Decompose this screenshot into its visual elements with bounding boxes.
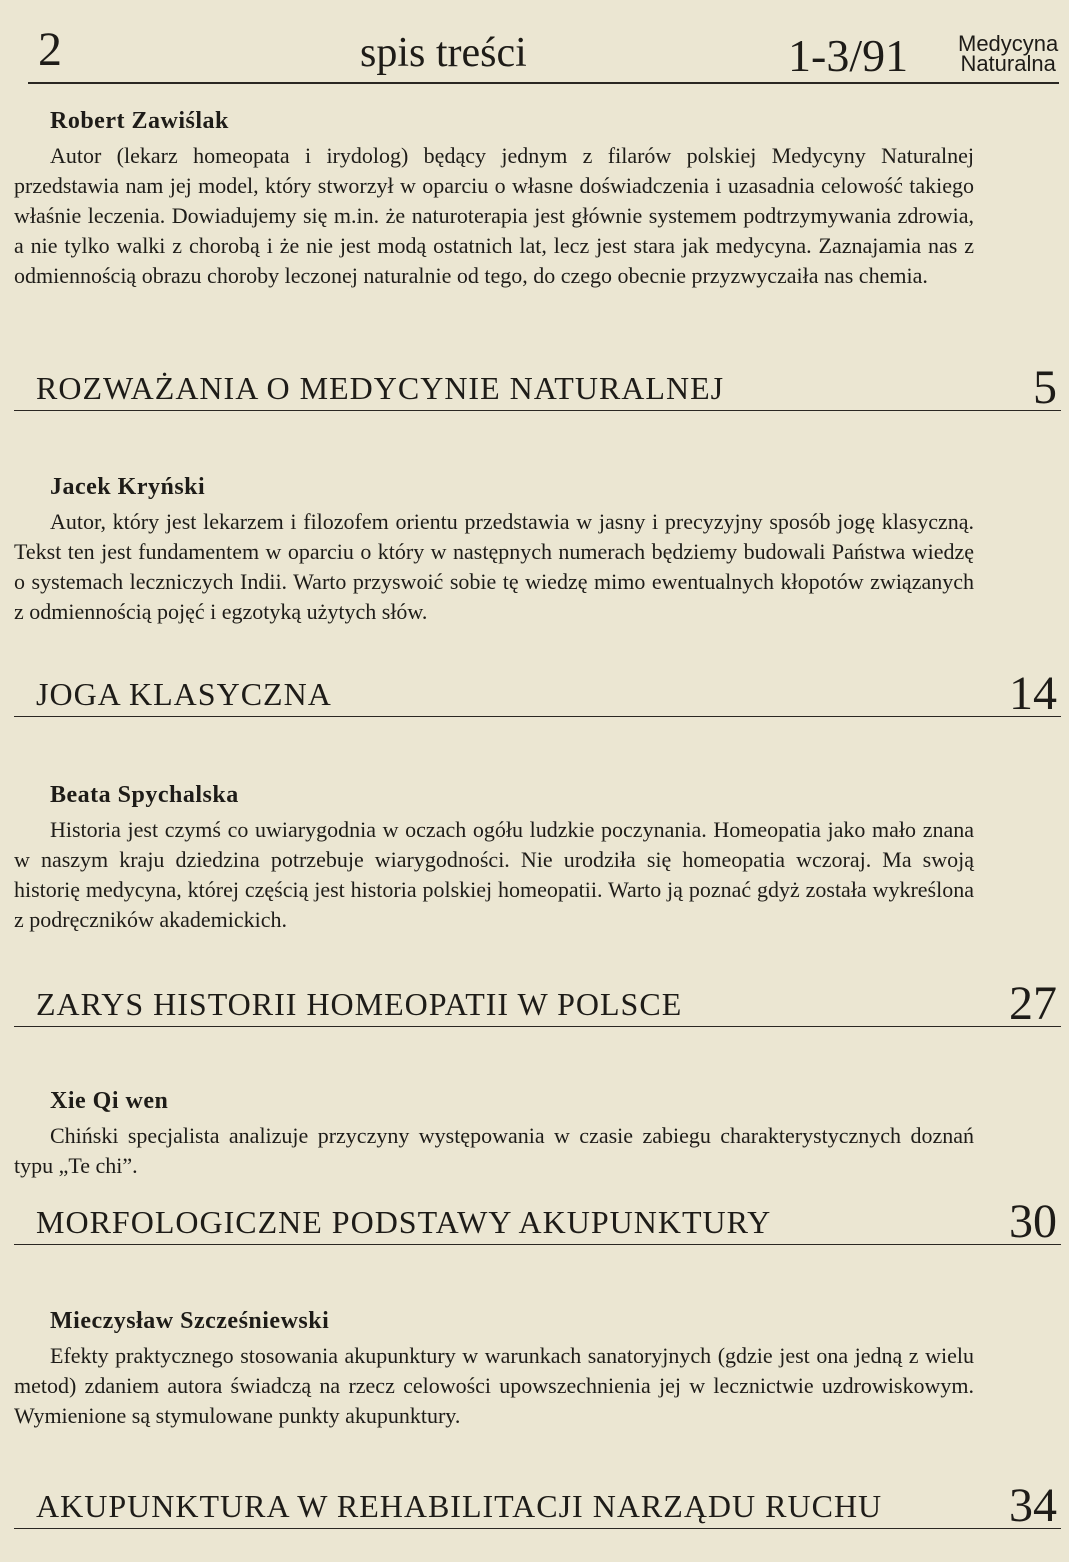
toc-entry bbox=[14, 1308, 974, 1431]
entry-author: Xie Qi wen bbox=[50, 1088, 169, 1114]
entry-page-number: 30 bbox=[1009, 1195, 1057, 1248]
entry-abstract: Autor, który jest lekarzem i filozofem orientu przedstawia w jasny i precyzyjny sposób jogę klasyczną. Tekst ten jest fundamentem w oparciu o który w następnych numerach będziemy budowali Państwa wiedzę o systemach leczniczych Indii. Warto przyswoić sobie tę wiedzę mimo ewentualnych kłopotów związanych z odmiennością pojęć i egzotyką użytych słów. bbox=[14, 509, 974, 624]
toc-title-row[interactable] bbox=[14, 361, 1061, 414]
magazine-name-line2: Naturalna bbox=[960, 51, 1056, 76]
toc-title-row[interactable] bbox=[14, 1479, 1061, 1532]
entry-title: MORFOLOGICZNE PODSTAWY AKUPUNKTURY bbox=[36, 1204, 772, 1240]
entry-title: ZARYS HISTORII HOMEOPATII W POLSCE bbox=[36, 986, 683, 1022]
entry-page-number: 27 bbox=[1009, 977, 1057, 1030]
entry-author: Mieczysław Szcześniewski bbox=[50, 1308, 330, 1334]
magazine-name bbox=[958, 31, 1059, 76]
page-header bbox=[28, 20, 1059, 84]
toc-entry bbox=[14, 108, 974, 291]
entry-author: Jacek Kryński bbox=[50, 474, 206, 500]
entry-title: ROZWAŻANIA O MEDYCYNIE NATURALNEJ bbox=[36, 370, 725, 406]
toc-title-row[interactable] bbox=[14, 977, 1061, 1030]
entry-author: Robert Zawiślak bbox=[50, 108, 229, 134]
issue-number: 1-3/91 bbox=[788, 30, 909, 81]
toc-entry bbox=[14, 1088, 974, 1181]
page-number: 2 bbox=[38, 23, 62, 76]
toc-title-row[interactable] bbox=[14, 667, 1061, 720]
section-title: spis treści bbox=[360, 30, 527, 76]
toc-title-row[interactable] bbox=[14, 1195, 1061, 1248]
entry-abstract: Historia jest czymś co uwiarygodnia w oczach ogółu ludzkie poczynania. Homeopatia jako mało znana w naszym kraju dziedzina potrzebuje wiarygodności. Nie urodziła się homeopatia wczoraj. Ma swoją historię medycyna, której częścią jest historia polskiej homeopatii. Warto ją poznać gdyż została wykreślona z podręczników akademickich. bbox=[14, 817, 974, 932]
entry-page-number: 5 bbox=[1033, 361, 1057, 414]
entry-abstract: Autor (lekarz homeopata i irydolog) będący jednym z filarów polskiej Medycyny Naturalnej przedstawia nam jej model, który stworzył w oparciu o własne doświadczenia i uzasadnia celowość takiego właśnie leczenia. Dowiadujemy się m.in. że naturoterapia jest głównie systemem podtrzymywania zdrowia, a nie tylko walki z chorobą i że nie jest modą ostatnich lat, lecz jest stara jak medycyna. Zaznajamia nas z odmiennością obrazu choroby leczonej naturalnie od tego, do czego obecnie przyzwyczaiła nas chemia. bbox=[14, 143, 974, 288]
magazine-name-line1: Medycyna bbox=[958, 31, 1059, 56]
entry-title: JOGA KLASYCZNA bbox=[36, 676, 332, 712]
entry-title: AKUPUNKTURA W REHABILITACJI NARZĄDU RUCHU bbox=[36, 1488, 883, 1524]
entry-abstract: Efekty praktycznego stosowania akupunktury w warunkach sanatoryjnych (gdzie jest ona jedną z wielu metod) zdaniem autora świadczą na rzecz celowości upowszechnienia jej w lecznictwie uzdrowiskowym. Wymienione są stymulowane punkty akupunktury. bbox=[14, 1343, 974, 1428]
entry-abstract: Chiński specjalista analizuje przyczyny występowania w czasie zabiegu charakterystycznych doznań typu „Te chi”. bbox=[14, 1123, 974, 1178]
entry-page-number: 14 bbox=[1009, 667, 1057, 720]
entry-author: Beata Spychalska bbox=[50, 782, 239, 808]
entry-page-number: 34 bbox=[1009, 1479, 1057, 1532]
toc-entry bbox=[14, 474, 974, 627]
toc-entry bbox=[14, 782, 974, 935]
